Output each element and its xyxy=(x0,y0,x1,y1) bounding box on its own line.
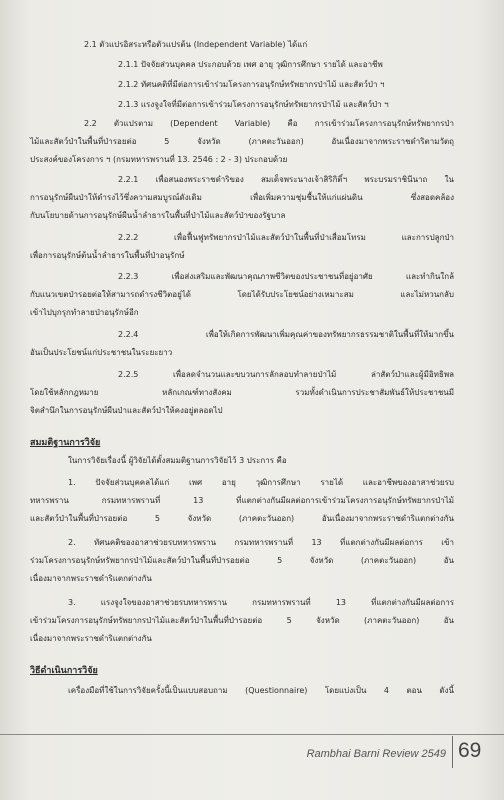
paragraph-line: กับแนวเขตป่ารอยต่อให้สามารถดำรงชีวิตอยู่ได้ โดยได้รับประโยชน์อย่างเหมาะสม และไม่หวนกลับ xyxy=(30,290,454,299)
paragraph-line: 2.1.2 ทัศนคติที่มีต่อการเข้าร่วมโครงการอนุรักษ์ทรัพยากรป่าไม้ และสัตว์ป่า ฯ xyxy=(118,80,385,89)
paragraph-line: ร่วมโครงการอนุรักษ์ทรัพยากรป่าไม้และสัตว์ป่าในพื้นที่ป่ารอยต่อ 5 จังหวัด (ภาคตะวันออก) อัน xyxy=(30,556,454,565)
paragraph-line: ทหารพราน กรมทหารพรานที่ 13 ที่แตกต่างกันมีผลต่อการเข้าร่วมโครงการอนุรักษ์ทรัพยากรป่าไม้ xyxy=(30,496,454,505)
paragraph-line: 2.1.1 ปัจจัยส่วนบุคคล ประกอบด้วย เพศ อายุ วุฒิการศึกษา รายได้ และอาชีพ xyxy=(118,60,383,69)
section-heading-methodology: วิธีดำเนินการวิจัย xyxy=(30,666,98,676)
section-heading-hypothesis: สมมติฐานการวิจัย xyxy=(30,438,101,448)
paragraph-line: 2.2 ตัวแปรตาม (Dependent Variable) คือ การเข้าร่วมโครงการอนุรักษ์ทรัพยากรป่า xyxy=(84,119,454,128)
footer-vertical-divider xyxy=(452,736,453,768)
journal-title: Rambhai Barni Review 2549 xyxy=(306,748,446,760)
footer-divider xyxy=(0,734,504,735)
page-number: 69 xyxy=(458,739,482,762)
paragraph-line: โดยใช้หลักกฎหมาย หลักเกณฑ์ทางสังคม รวมทั้งดำเนินการประชาสัมพันธ์ให้ประชาชนมี xyxy=(30,388,454,397)
paragraph-line: 2.2.5 เพื่อลดจำนวนและขบวนการลักลอบทำลายป่าไม้ ล่าสัตว์ป่าและผู้มีอิทธิพล xyxy=(118,370,454,379)
paragraph-line: การอนุรักษ์ผืนป่าให้ดำรงไว้ซึ่งความสมบูรณ์ดังเดิม เพื่อเพิ่มความชุ่มชื้นให้แก่แผ่นดิน ซึ่งสอดคล้อง xyxy=(30,193,454,202)
paragraph-line: ไม้และสัตว์ป่าในพื้นที่ป่ารอยต่อ 5 จังหวัด (ภาคตะวันออก) อันเนื่องมาจากพระราชดำริตามวัตถุ xyxy=(30,137,454,146)
paragraph-line: อันเป็นประโยชน์แก่ประชาชนในระยะยาว xyxy=(30,348,173,357)
paragraph-line: 2. ทัศนคติของอาสาช่วยรบทหารพราน กรมทหารพรานที่ 13 ที่แตกต่างกันมีผลต่อการ เข้า xyxy=(68,538,454,547)
paragraph-line: กับนโยบายด้านการอนุรักษ์ผืนน้ำลำธารในพื้นที่ป่าไม้และสัตว์ป่าของรัฐบาล xyxy=(30,211,286,220)
paragraph-line: 3. แรงจูงใจของอาสาช่วยรบทหารพราน กรมทหารพรานที่ 13 ที่แตกต่างกันมีผลต่อการ xyxy=(68,598,454,607)
paragraph-line: 2.2.4 เพื่อให้เกิดการพัฒนาเพิ่มคุณค่าของทรัพยากรธรรมชาติในพื้นที่ให้มากขึ้น xyxy=(118,330,454,339)
paragraph-line: และสัตว์ป่าในพื้นที่ป่ารอยต่อ 5 จังหวัด (ภาคตะวันออก) อันเนื่องมาจากพระราชดำริแตกต่างกัน xyxy=(30,514,454,523)
paragraph-line: เครื่องมือที่ใช้ในการวิจัยครั้งนี้เป็นแบบสอบถาม (Questionnaire) โดยแบ่งเป็น 4 ตอน ดังนี้ xyxy=(68,686,454,695)
paragraph-line: 2.2.3 เพื่อส่งเสริมและพัฒนาคุณภาพชีวิตของประชาชนที่อยู่อาศัย และทำกินใกล้ xyxy=(118,272,454,281)
paragraph-line: จิตสำนึกในการอนุรักษ์ผืนป่าและสัตว์ป่าให้คงอยู่ตลอดไป xyxy=(30,406,223,415)
paragraph-line: 1. ปัจจัยส่วนบุคคลได้แก่ เพศ อายุ วุฒิการศึกษา รายได้ และอาชีพของอาสาช่วยรบ xyxy=(68,478,454,487)
paragraph-line: เข้าไปบุกรุกทำลายป่าอนุรักษ์อีก xyxy=(30,308,139,317)
paragraph-line: 2.2.2 เพื่อฟื้นฟูทรัพยากรป่าไม้และสัตว์ป่าในพื้นที่ป่าเสื่อมโทรม และการปลูกป่า xyxy=(118,233,454,242)
paragraph-line: 2.1.3 แรงจูงใจที่มีต่อการเข้าร่วมโครงการอนุรักษ์ทรัพยากรป่าไม้ และสัตว์ป่า ฯ xyxy=(118,100,389,109)
paragraph-line: เข้าร่วมโครงการอนุรักษ์ทรัพยากรป่าไม้และสัตว์ป่าในพื้นที่ป่ารอยต่อ 5 จังหวัด (ภาคตะวันออก) อัน xyxy=(30,616,454,625)
paragraph-line: เนื่องมาจากพระราชดำริแตกต่างกัน xyxy=(30,634,152,643)
paragraph-line: ในการวิจัยเรื่องนี้ ผู้วิจัยได้ตั้งสมมติฐานการวิจัยไว้ 3 ประการ คือ xyxy=(68,456,287,465)
paragraph-line: ประสงค์ของโครงการ ฯ (กรมทหารพรานที่ 13. 2546 : 2 - 3) ประกอบด้วย xyxy=(30,155,288,164)
paragraph-line: 2.2.1 เพื่อสนองพระราชดำริของ สมเด็จพระนางเจ้าสิริกิติ์ฯ พระบรมราชินีนาถ ใน xyxy=(118,175,454,184)
paragraph-line: เนื่องมาจากพระราชดำริแตกต่างกัน xyxy=(30,574,152,583)
paragraph-line: 2.1 ตัวแปรอิสระหรือตัวแปรต้น (Independent Variable) ได้แก่ xyxy=(84,40,308,49)
paragraph-line: เพื่อการอนุรักษ์ต้นน้ำลำธารในพื้นที่ป่าอนุรักษ์ xyxy=(30,251,185,260)
